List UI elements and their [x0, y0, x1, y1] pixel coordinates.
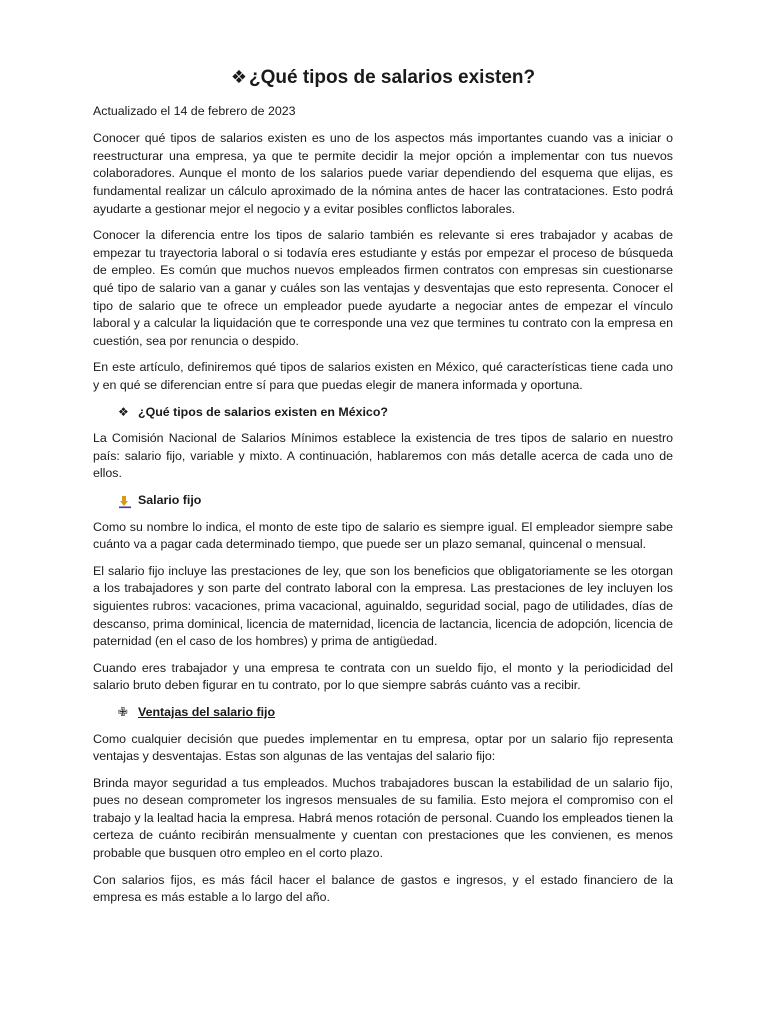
intro-paragraph-3: En este artículo, definiremos qué tipos de salarios existen en México, qué características tiene cada uno y en qué se diferencian entre sí para que puedas elegir de manera informada y oportuna.: [93, 360, 673, 392]
diamond-bullet-icon: ❖: [230, 67, 247, 87]
section2-paragraph-1: Como su nombre lo indica, el monto de este tipo de salario es siempre igual. El empleador siempre sabe cuánto va a pagar cada determinado tiempo, que puede ser un plazo semanal, quincenal o mensual.: [93, 519, 673, 552]
update-date: Actualizado el 14 de febrero de 2023: [93, 103, 296, 118]
section2-paragraph-2: El salario fijo incluye las prestaciones de ley, que son los beneficios que obligatoriamente se les otorgan a los trabajadores y son parte del contrato laboral con la empresa. Las prestaciones de ley incluyen los siguientes rubros: vacaciones, prima vacacional, aguinaldo, seguridad social, pago de utilidades, días de descanso, prima dominical, licencia de maternidad, licencia de lactancia, licencia de adopción, licencia de paternidad (en el caso de los hombres) y prima de antigüedad.: [93, 563, 673, 649]
intro-paragraph-1: Conocer qué tipos de salarios existen es uno de los aspectos más importantes cuando vas a iniciar o reestructurar una empresa, ya que te permite decidir la mejor opción a implementar con tus nuevos colaboradores. Aunque el monto de los salarios puede variar dependiendo del esquema que elijas, es fundamental realizar un cálculo aproximado de la nómina antes de hacer las contrataciones. Esto podrá ayudarte a gestionar mejor el negocio y a evitar posibles conflictos laborales.: [93, 131, 673, 216]
cross-bullet-icon: ✙: [118, 704, 129, 719]
diamond-bullet-icon: ❖: [118, 404, 129, 419]
section-heading-salario-fijo: [118, 492, 673, 510]
section3-paragraph-3: Con salarios fijos, es más fácil hacer el balance de gastos e ingresos, y el estado financiero de la empresa es más estable a lo largo del año.: [93, 872, 673, 905]
section-heading-tipos-mexico: [118, 404, 673, 422]
section-heading-text: Salario fijo: [138, 492, 202, 507]
section-heading-text: ¿Qué tipos de salarios existen en México?: [138, 404, 388, 419]
section-heading-text: Ventajas del salario fijo: [138, 704, 276, 719]
section3-paragraph-1: Como cualquier decisión que puedes implementar en tu empresa, optar por un salario fijo representa ventajas y desventajas. Estas son algunas de las ventajas del salario fijo:: [93, 731, 673, 764]
section1-paragraph-1: La Comisión Nacional de Salarios Mínimos establece la existencia de tres tipos de salario en nuestro país: salario fijo, variable y mixto. A continuación, hablaremos con más detalle acerca de cada uno de ellos.: [93, 431, 673, 481]
section-heading-ventajas: [118, 704, 673, 722]
title-text: ¿Qué tipos de salarios existen?: [248, 67, 536, 88]
intro-paragraph-2: Conocer la diferencia entre los tipos de salario también es relevante si eres trabajador y acabas de empezar tu trayectoria laboral o si todavía eres estudiante y estás por empezar el proceso de búsqueda de empleo. Es común que muchos nuevos empleados firmen contratos con empresas sin cuestionarse qué tipo de salario van a ganar y cuáles son las ventajas y desventajas que esto representa. Conocer el tipo de salario que te ofrece un empleador puede ayudarte a negociar antes de empezar el vínculo laboral y a calcular la liquidación que te corresponde una vez que termines tu contrato con la empresa en cuestión, sea por renuncia o despido.: [93, 228, 673, 348]
section3-paragraph-2: Brinda mayor seguridad a tus empleados. Muchos trabajadores buscan la estabilidad de un salario fijo, pues no desean comprometer los ingresos mensuales de su familia. Esto mejora el compromiso con el trabajo y la lealtad hacia la empresa. Habrá menos rotación de personal. Cuando los empleados tienen la certeza de cuánto recibirán mensualmente y cuentan con prestaciones que les convienen, es menos probable que busquen otro empleo en el corto plazo.: [93, 775, 673, 861]
arrow-down-bullet-icon: [118, 494, 138, 508]
document-title: [93, 66, 673, 91]
section2-paragraph-3: Cuando eres trabajador y una empresa te contrata con un sueldo fijo, el monto y la periodicidad del salario bruto deben figurar en tu contrato, por lo que siempre sabrás cuánto vas a recibir.: [93, 660, 673, 693]
document-page: [93, 66, 673, 916]
